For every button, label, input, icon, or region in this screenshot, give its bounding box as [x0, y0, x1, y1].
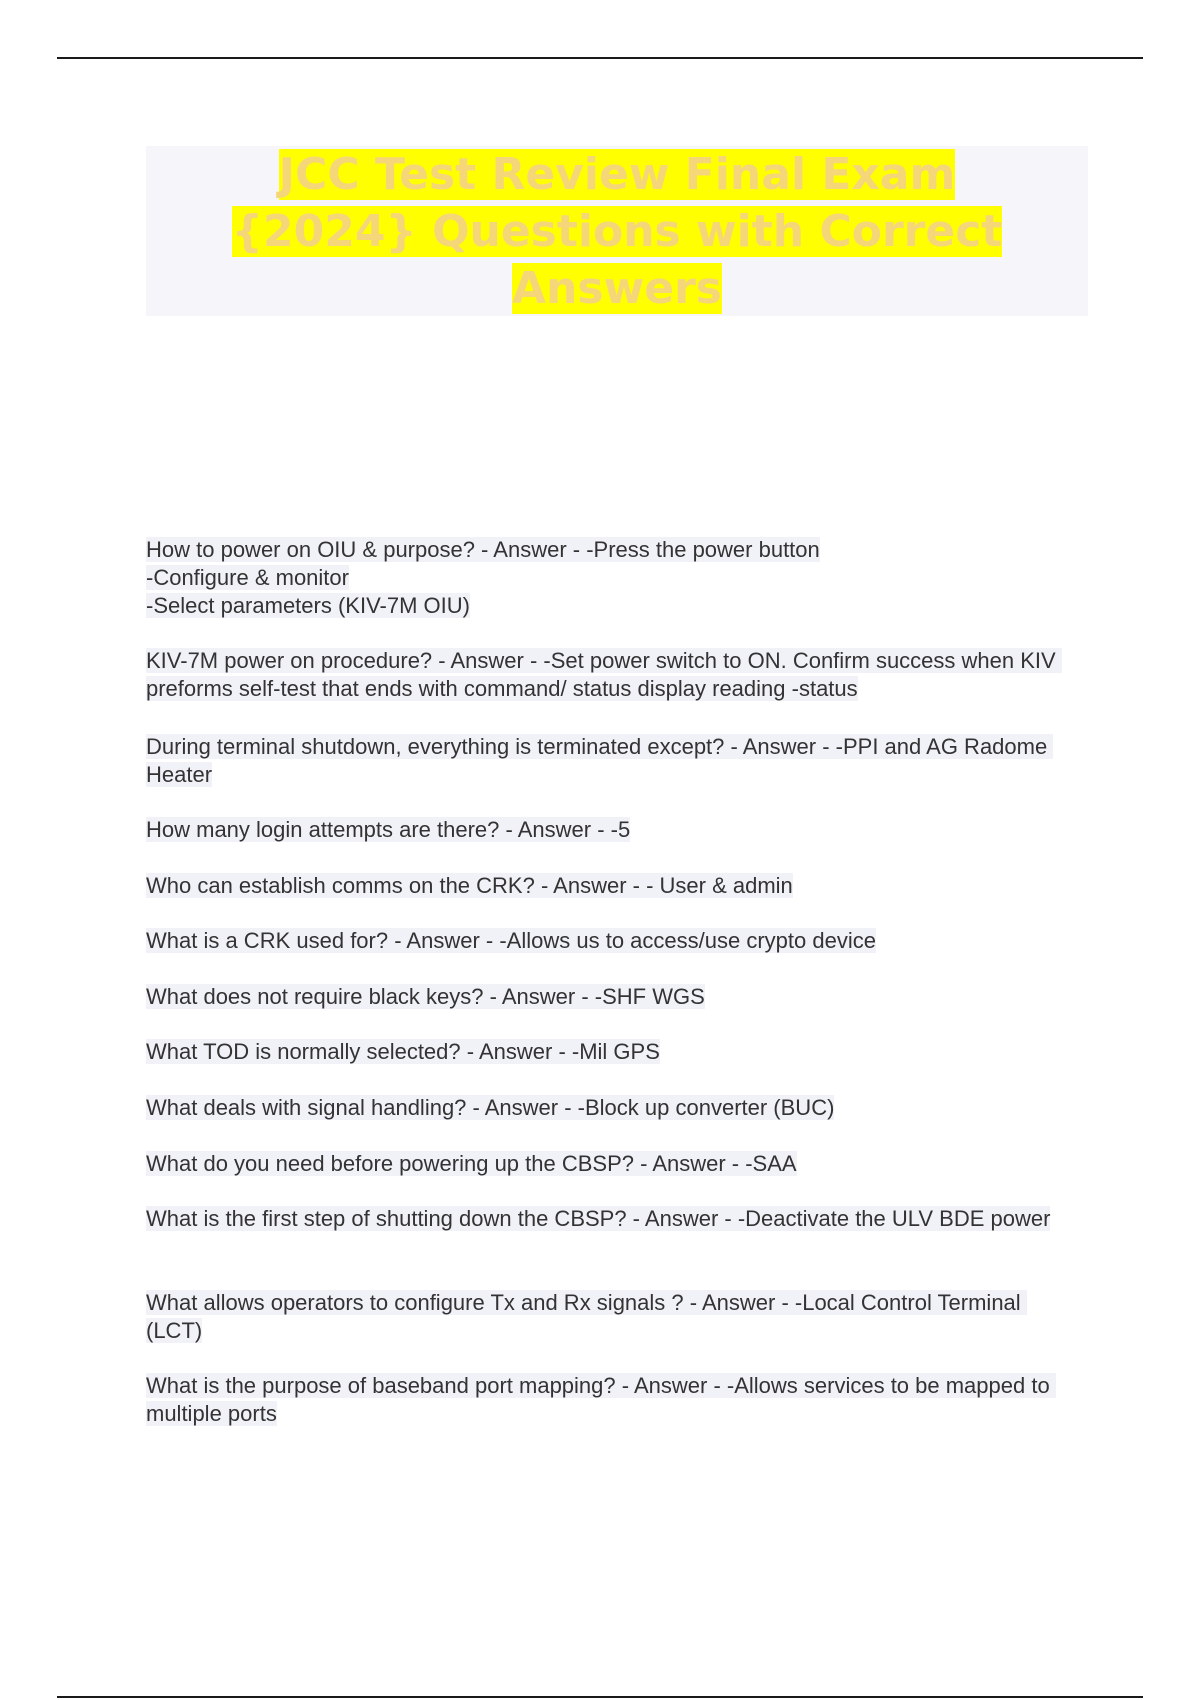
qa-item — [146, 872, 1076, 900]
qa-line: What does not require black keys? - Answer - -SHF WGS — [146, 984, 705, 1009]
qa-line: What is the first step of shutting down the CBSP? - Answer - -Deactivate the ULV BDE power — [146, 1206, 1051, 1231]
qa-item — [146, 536, 1076, 620]
qa-line: How many login attempts are there? - Answer - -5 — [146, 817, 631, 842]
qa-line: During terminal shutdown, everything is terminated except? - Answer - -PPI and AG Radome Heater — [146, 734, 1054, 787]
qa-item — [146, 1372, 1076, 1428]
qa-line: How to power on OIU & purpose? - Answer - -Press the power button — [146, 537, 820, 562]
qa-line: KIV-7M power on procedure? - Answer - -Set power switch to ON. Confirm success when KIV preforms self-test that ends with command/ status display reading -status — [146, 648, 1062, 701]
title-banner — [146, 146, 1088, 316]
qa-item — [146, 647, 1076, 703]
qa-item — [146, 1205, 1076, 1233]
document-title: JCC Test Review Final Exam {2024} Questions with Correct Answers — [231, 149, 1003, 314]
qa-item — [146, 733, 1076, 789]
qa-line: What do you need before powering up the CBSP? - Answer - -SAA — [146, 1151, 797, 1176]
qa-line: What is a CRK used for? - Answer - -Allows us to access/use crypto device — [146, 928, 876, 953]
qa-line: What deals with signal handling? - Answer - -Block up converter (BUC) — [146, 1095, 835, 1120]
qa-line: What is the purpose of baseband port mapping? - Answer - -Allows services to be mapped to multiple ports — [146, 1373, 1056, 1426]
qa-item — [146, 1150, 1076, 1178]
footer-rule — [57, 1696, 1143, 1698]
qa-line: What TOD is normally selected? - Answer - -Mil GPS — [146, 1039, 660, 1064]
qa-item — [146, 816, 1076, 844]
qa-item — [146, 1094, 1076, 1122]
qa-item — [146, 1038, 1076, 1066]
qa-line: What allows operators to configure Tx and Rx signals ? - Answer - -Local Control Terminal (LCT) — [146, 1290, 1027, 1343]
header-rule — [57, 57, 1143, 59]
qa-item — [146, 1289, 1076, 1345]
qa-line: -Configure & monitor — [146, 565, 349, 590]
qa-line: -Select parameters (KIV-7M OIU) — [146, 593, 470, 618]
qa-item — [146, 983, 1076, 1011]
qa-line: Who can establish comms on the CRK? - Answer - - User & admin — [146, 873, 793, 898]
qa-item — [146, 927, 1076, 955]
